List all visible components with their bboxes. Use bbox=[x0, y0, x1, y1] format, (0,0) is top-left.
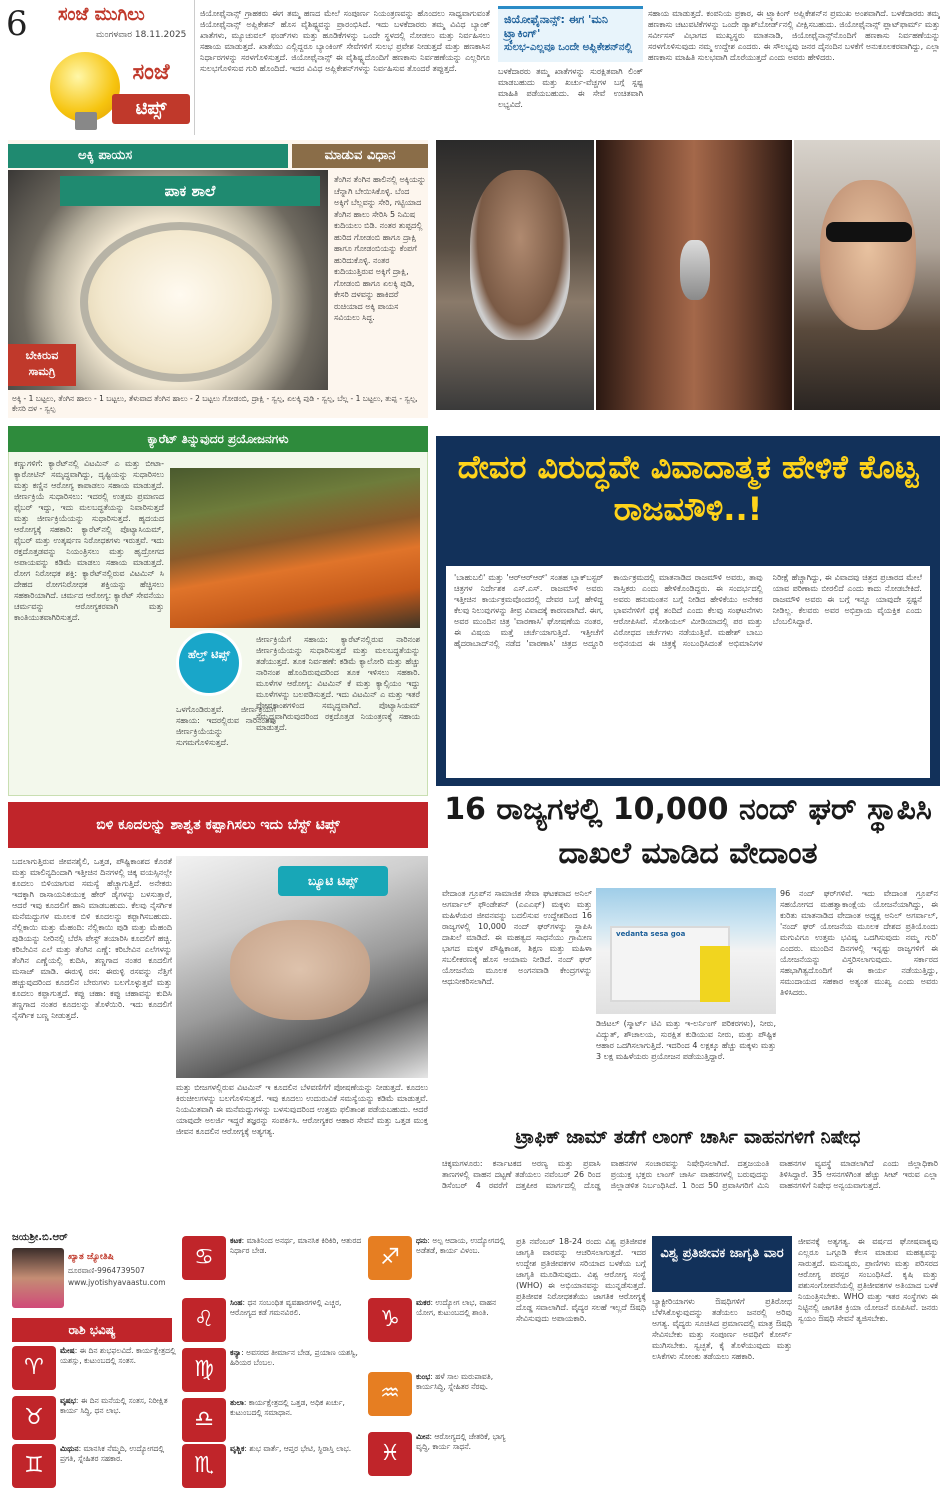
libra-icon: ♎ bbox=[182, 1398, 226, 1442]
capricorn-icon: ♑ bbox=[368, 1298, 412, 1342]
sunglasses-icon bbox=[826, 222, 912, 242]
ingredients-label: ಬೇಕಿರುವ ಸಾಮಗ್ರಿ bbox=[8, 344, 76, 386]
zodiac-text: ಈ ದಿನ ಮನೆಯಲ್ಲಿ ಸಂತಸ, ನಿರೀಕ್ಷಿತ ಕಾರ್ಯ ಸಿದ್ಧಿ, ಧನ ಲಾಭ. bbox=[60, 1396, 168, 1415]
zodiac-text: ಅವಸರದ ತೀರ್ಮಾನ ಬೇಡ, ಪ್ರಯಾಣ ಯಶಸ್ವಿ, ಹಿರಿಯರ ಬೆಂಬಲ. bbox=[230, 1348, 358, 1367]
vedanta-headline: 16 ರಾಜ್ಯಗಳಲ್ಲಿ 10,000 ನಂದ್ ಘರ್ ಸ್ಥಾಪಿಸಿ ದಾಖಲೆ ಮಾಡಿದ ವೇದಾಂತ bbox=[444, 792, 932, 871]
vedanta-article-col1: ವೇದಾಂತ ಗ್ರೂಪ್‌ನ ಸಾಮಾಜಿಕ ಸೇವಾ ಘಟಕವಾದ ಅನಿಲ್ ಅಗರ್ವಾಲ್ ಫೌಂಡೇಶನ್ (ಎಎಎಫ್) ಮಕ್ಕಳು ಮತ್ತು ಮಹಿಳೆಯರ ಜೀವನವನ್ನು ಬದಲಿಸುವ ಉದ್ದೇಶದಿಂದ 16 ರಾಜ್ಯಗಳಲ್ಲಿ 10,000 ನಂದ್ ಘರ್‌ಗಳನ್ನು ಸ್ಥಾಪಿಸಿ ದಾಖಲೆ ಮಾಡಿದೆ. ಈ ಮಹತ್ವದ ಸಾಧನೆಯು ಗ್ರಾಮೀಣ ಭಾಗದ ಮಕ್ಕಳ ಪೌಷ್ಟಿಕಾಂಶ, ಶಿಕ್ಷಣ ಮತ್ತು ಮಹಿಳಾ ಸಬಲೀಕರಣಕ್ಕೆ ಹೊಸ ಆಯಾಮ ನೀಡಿದೆ. ನಂದ್ ಘರ್ ಯೋಜನೆಯ ಮೂಲಕ ಅಂಗನವಾಡಿ ಕೇಂದ್ರಗಳನ್ನು ಆಧುನೀಕರಿಸಲಾಗಿದೆ. bbox=[442, 889, 592, 986]
zodiac-item: ♎ ತುಲಾ: ಕಾರ್ಯಕ್ಷೇತ್ರದಲ್ಲಿ ಒತ್ತಡ, ಅಧಿಕ ಖರ್ಚು, ಕುಟುಂಬದಲ್ಲಿ ಸಮಾಧಾನ. bbox=[182, 1398, 362, 1442]
zodiac-item: ♐ ಧನು: ಅಲ್ಪ ಆದಾಯ, ಉದ್ಯೋಗದಲ್ಲಿ ಅಡೆತಡೆ, ಕಾರ್ಯ ವಿಳಂಬ. bbox=[368, 1236, 508, 1280]
astrologer-avatar bbox=[12, 1248, 64, 1308]
pisces-icon: ♓ bbox=[368, 1432, 412, 1476]
zodiac-name: ವೃಷಭ bbox=[60, 1396, 76, 1405]
carrot-article-col1: ಕಣ್ಣುಗಳಿಗೆ: ಕ್ಯಾರೆಟ್‌ನಲ್ಲಿ ವಿಟಮಿನ್ ಎ ಮತ್ತು ಬೀಟಾ-ಕ್ಯಾರೋಟಿನ್ ಸಮೃದ್ಧವಾಗಿದ್ದು, ದೃಷ್ಟಿಯನ್ನು ಸುಧಾರಿಸಲು ಮತ್ತು ಕಣ್ಣಿನ ಆರೋಗ್ಯ ಕಾಪಾಡಲು ಸಹಾಯ ಮಾಡುತ್ತದೆ. ಜೀರ್ಣಕ್ರಿಯೆ ಸುಧಾರಿಸಲು: ಇದರಲ್ಲಿ ಉತ್ತಮ ಪ್ರಮಾಣದ ಫೈಬರ್ ಇದ್ದು, ಇದು ಮಲಬದ್ಧತೆಯನ್ನು ನಿವಾರಿಸುತ್ತದೆ ಮತ್ತು ಜೀರ್ಣಕ್ರಿಯೆಯನ್ನು ಸುಧಾರಿಸುತ್ತದೆ. ಹೃದಯದ ಆರೋಗ್ಯಕ್ಕೆ ಸಹಕಾರಿ: ಕ್ಯಾರೆಟ್‌ನಲ್ಲಿ ಪೊಟ್ಯಾಸಿಯಮ್, ಫೈಬರ್ ಮತ್ತು ಉತ್ಕರ್ಷಣ ನಿರೋಧಕಗಳು ಇರುತ್ತವೆ. ಇದು ರಕ್ತದೊತ್ತಡವನ್ನು ನಿಯಂತ್ರಿಸಲು ಮತ್ತು ಹೃದ್ರೋಗದ ಅಪಾಯವನ್ನು ಕಡಿಮೆ ಮಾಡಲು ಸಹಾಯ ಮಾಡುತ್ತದೆ. ರೋಗ ನಿರೋಧಕ ಶಕ್ತಿ: ಕ್ಯಾರೆಟ್‌ನಲ್ಲಿರುವ ವಿಟಮಿನ್ ಸಿ ದೇಹದ ರೋಗನಿರೋಧಕ ಶಕ್ತಿಯನ್ನು ಹೆಚ್ಚಿಸಲು ಸಹಕಾರಿಯಾಗಿದೆ. ಚರ್ಮದ ಆರೋಗ್ಯ: ಕ್ಯಾರೆಟ್ ಸೇವನೆಯು ಚರ್ಮವನ್ನು ಆರೋಗ್ಯಕರವಾಗಿ ಮತ್ತು ಕಾಂತಿಯುತವಾಗಿರಿಸುತ್ತದೆ. bbox=[14, 459, 164, 622]
astrologer-phone: ದೂರವಾಣಿ-9964739507 bbox=[68, 1266, 145, 1275]
mahesh-face-image bbox=[820, 180, 916, 330]
jiofinance-subheadline: ಸುಲಭ-ಎಲ್ಲವೂ ಒಂದೇ ಅಪ್ಲಿಕೇಶನ್‌ನಲ್ಲಿ bbox=[504, 42, 633, 53]
zodiac-name: ಮೀನ bbox=[416, 1432, 430, 1441]
cancer-icon: ♋ bbox=[182, 1236, 226, 1280]
zodiac-name: ಕಟಕ bbox=[230, 1236, 242, 1245]
health-tips-badge: ಹೆಲ್ತ್ ಟಿಪ್ಸ್ bbox=[176, 630, 242, 696]
carrot-heading: ಕ್ಯಾರೆಟ್ ತಿನ್ನುವುದರ ಪ್ರಯೋಜನಗಳು bbox=[8, 426, 428, 452]
traffic-article bbox=[442, 1158, 938, 1224]
rajamouli-face-image bbox=[470, 170, 570, 340]
beauty-tips-badge: ಬ್ಯೂಟಿ ಟಿಪ್ಸ್ bbox=[278, 866, 388, 896]
section-title: ಸಂಜೆ bbox=[132, 60, 170, 85]
zodiac-item: ♍ ಕನ್ಯಾ: ಅವಸರದ ತೀರ್ಮಾನ ಬೇಡ, ಪ್ರಯಾಣ ಯಶಸ್ವಿ, ಹಿರಿಯರ ಬೆಂಬಲ. bbox=[182, 1348, 362, 1392]
rajamouli-article-text: 'ಬಾಹುಬಲಿ' ಮತ್ತು 'ಆರ್‌ಆರ್‌ಆರ್' ಸಂತಹ ಬ್ಲಾಕ್‌ಬಸ್ಟರ್ ಚಿತ್ರಗಳ ನಿರ್ದೇಶಕ ಎಸ್.ಎಸ್. ರಾಜಮೌಳಿ ಅವರು ಇತ್ತೀಚಿನ ಕಾರ್ಯಕ್ರಮವೊಂದರಲ್ಲಿ ದೇವರ ಬಗ್ಗೆ ಹೇಳಿದ್ದ ಕೆಲವು ನಿಲುವುಗಳನ್ನು ತೀವ್ರ ವಿವಾದಕ್ಕೆ ಕಾರಣವಾಗಿದೆ. ಈಗ, ಅವರ ಮುಂದಿನ ಚಿತ್ರ 'ವಾರಣಾಸಿ' ಘೋಷಣೆಯ ನಂತರ, ಈ ವಿಷಯ ಮತ್ತೆ ಚರ್ಚೆಯಾಗುತ್ತಿದೆ. ಇತ್ತೀಚೆಗೆ ಹೈದರಾಬಾದ್‌ನಲ್ಲಿ ನಡೆದ 'ವಾರಣಾಸಿ' ಚಿತ್ರದ ಅದ್ದೂರಿ ಕಾರ್ಯಕ್ರಮದಲ್ಲಿ ಮಾತನಾಡಿದ ರಾಜಮೌಳಿ ಅವರು, ತಾವು ನಾಸ್ತಿಕರು ಎಂದು ಹೇಳಿಕೊಂಡಿದ್ದರು. ಈ ಸಂದರ್ಭದಲ್ಲಿ ಅವರು ಹನುಮಂತನ ಬಗ್ಗೆ ನೀಡಿದ ಹೇಳಿಕೆಯು ಅನೇಕರ ಭಾವನೆಗಳಿಗೆ ಧಕ್ಕೆ ತಂದಿದೆ ಎಂದು ಕೆಲವು ಸಂಘಟನೆಗಳು ಆರೋಪಿಸಿವೆ. ಸೋಶಿಯಲ್ ಮೀಡಿಯಾದಲ್ಲಿ ಪರ ಮತ್ತು ವಿರೋಧದ ಚರ್ಚೆಗಳು ನಡೆಯುತ್ತಿವೆ. ಮಹೇಶ್ ಬಾಬು ಅಭಿನಯದ ಈ ಚಿತ್ರಕ್ಕೆ ಸಂಬಂಧಿಸಿದಂತೆ ಅಭಿಮಾನಿಗಳ ನಿರೀಕ್ಷೆ ಹೆಚ್ಚಾಗಿದ್ದು, ಈ ವಿವಾದವು ಚಿತ್ರದ ಪ್ರಚಾರದ ಮೇಲೆ ಯಾವ ಪರಿಣಾಮ ಬೀರಲಿದೆ ಎಂದು ಕಾದು ನೋಡಬೇಕಿದೆ. ರಾಜಮೌಳಿ ಅವರು ಈ ಬಗ್ಗೆ ಇನ್ನೂ ಯಾವುದೇ ಸ್ಪಷ್ಟನೆ ನೀಡಿಲ್ಲ. ಕೆಲವರು ಅವರ ಅಭಿಪ್ರಾಯ ವೈಯಕ್ತಿಕ ಎಂದು ಬೆಂಬಲಿಸಿದ್ದಾರೆ. bbox=[454, 573, 922, 648]
leo-icon: ♌ bbox=[182, 1298, 226, 1342]
zodiac-name: ಮಕರ bbox=[416, 1298, 431, 1307]
virgo-icon: ♍ bbox=[182, 1348, 226, 1392]
antibiotic-article-col2: ಬ್ಯಾಕ್ಟೀರಿಯಾಗಳು ಔಷಧಿಗಳಿಗೆ ಪ್ರತಿರೋಧ ಬೆಳೆಸಿಕೊಳ್ಳುವುದನ್ನು ತಡೆಯಲು ಜನರಲ್ಲಿ ಅರಿವು ಅಗತ್ಯ. ವೈದ್ಯರು ಸೂಚಿಸಿದ ಪ್ರಮಾಣದಲ್ಲಿ ಮಾತ್ರ ಔಷಧಿ ಸೇವಿಸಬೇಕು ಮತ್ತು ಸಂಪೂರ್ಣ ಅವಧಿಗೆ ಕೋರ್ಸ್ ಮುಗಿಸಬೇಕು. ಸ್ವಚ್ಛತೆ, ಕೈ ತೊಳೆಯುವುದು ಮತ್ತು ಲಸಿಕೆಗಳು ಸೋಂಕು ತಡೆಯಲು ಸಹಕಾರಿ. bbox=[652, 1297, 792, 1361]
antibiotic-headline: ವಿಶ್ವ ಪ್ರತಿಜೀವಕ ಜಾಗೃತಿ ವಾರ bbox=[652, 1236, 792, 1292]
carrot-photo bbox=[170, 468, 420, 628]
paper-name: ಸಂಜೆ ಮುಗಿಲು bbox=[58, 4, 145, 25]
taurus-icon: ♉ bbox=[12, 1396, 56, 1440]
sagittarius-icon: ♐ bbox=[368, 1236, 412, 1280]
zodiac-text: ಉದ್ಯೋಗ ಲಾಭ, ವಾಹನ ಯೋಗ, ಕುಟುಂಬದಲ್ಲಿ ಶಾಂತಿ. bbox=[416, 1298, 497, 1317]
recipe-ingredients-text: ಅಕ್ಕಿ - 1 ಬಟ್ಟಲು, ತೆಂಗಿನ ಹಾಲು - 1 ಬಟ್ಟಲು, ತೆಳುವಾದ ತೆಂಗಿನ ಹಾಲು - 2 ಬಟ್ಟಲು ಗೋಡಂಬಿ, ದ್ರಾಕ್ಷಿ - ಸ್ವಲ್ಪ, ಏಲಕ್ಕಿ ಪುಡಿ - ಸ್ವಲ್ಪ, ಬೆಲ್ಲ - 1 ಬಟ್ಟಲು, ತುಪ್ಪ - ಸ್ವಲ್ಪ, ಕೇಸರಿ ದಳ - ಸ್ವಲ್ಪ bbox=[12, 394, 418, 413]
zodiac-name: ಸಿಂಹ bbox=[230, 1298, 243, 1307]
zodiac-text: ಈ ದಿನ ಶುಭಫಲವಿದೆ. ಕಾರ್ಯಕ್ಷೇತ್ರದಲ್ಲಿ ಯಶಸ್ಸು, ಕುಟುಂಬದಲ್ಲಿ ಸಂತಸ. bbox=[60, 1346, 176, 1365]
jiofinance-article-mid: ಬಳಕೆದಾರರು ತಮ್ಮ ಖಾತೆಗಳನ್ನು ಸುರಕ್ಷಿತವಾಗಿ ಲಿಂಕ್ ಮಾಡಬಹುದು ಮತ್ತು ಖರ್ಚು-ವೆಚ್ಚಗಳ ಬಗ್ಗೆ ಸ್ಪಷ್ಟ ಮಾಹಿತಿ ಪಡೆಯಬಹುದು. ಈ ಸೇವೆ ಉಚಿತವಾಗಿ ಲಭ್ಯವಿದೆ. bbox=[498, 67, 643, 109]
zodiac-item: ♌ ಸಿಂಹ: ಧನ ಸಂಬಂಧಿತ ವ್ಯವಹಾರಗಳಲ್ಲಿ ಎಚ್ಚರ, ಆರೋಗ್ಯದ ಕಡೆ ಗಮನವಿರಲಿ. bbox=[182, 1298, 362, 1342]
zodiac-name: ಧನು bbox=[416, 1236, 428, 1245]
astrologer-title: ಖ್ಯಾತ ಜ್ಯೋತಿಷಿ bbox=[68, 1252, 114, 1262]
page-number: 6 bbox=[6, 4, 28, 44]
zodiac-item: ♑ ಮಕರ: ಉದ್ಯೋಗ ಲಾಭ, ವಾಹನ ಯೋಗ, ಕುಟುಂಬದಲ್ಲಿ ಶಾಂತಿ. bbox=[368, 1298, 508, 1342]
aries-icon: ♈ bbox=[12, 1346, 56, 1390]
recipe-title: ಅಕ್ಕಿ ಪಾಯಸ bbox=[8, 144, 288, 168]
jiofinance-article-left: ಜಿಯೋಫೈನಾನ್ಸ್ ಗ್ರಾಹಕರು ಈಗ ತಮ್ಮ ಹಣದ ಮೇಲೆ ಸಂಪೂರ್ಣ ನಿಯಂತ್ರಣವನ್ನು ಹೊಂದಲು ಸಾಧ್ಯವಾಗುವಂತೆ ಜಿಯೋಫೈನಾನ್ಸ್ ಅಪ್ಲಿಕೇಶನ್ ಹೊಸ ವೈಶಿಷ್ಟ್ಯವನ್ನು ಪ್ರಾರಂಭಿಸಿದೆ. ಇದು ಬಳಕೆದಾರರು ತಮ್ಮ ವಿವಿಧ ಬ್ಯಾಂಕ್ ಖಾತೆಗಳು, ಮ್ಯೂಚುವಲ್ ಫಂಡ್‌ಗಳು ಮತ್ತು ಹೂಡಿಕೆಗಳನ್ನು ಒಂದೇ ಸ್ಥಳದಲ್ಲಿ ನೋಡಲು ಮತ್ತು ನಿರ್ವಹಿಸಲು ಸಹಾಯ ಮಾಡುತ್ತದೆ. ಖಾತೆಯು ಎಲ್ಲಿದ್ದರೂ ಬ್ಯಾಂಕಿಂಗ್ ಸೇವೆಗಳಿಗೆ ಸುಲಭ ಪ್ರವೇಶ ನೀಡುತ್ತದೆ ಮತ್ತು ಹಣಕಾಸಿನ ನಿರ್ಧಾರಗಳನ್ನು ಸರಳಗೊಳಿಸುತ್ತದೆ. ಜಿಯೋಫೈನಾನ್ಸ್ ಈ ವೈಶಿಷ್ಟ್ಯದೊಂದಿಗೆ ಹಣಕಾಸು ನಿರ್ವಹಣೆಯನ್ನು ಎಲ್ಲರಿಗೂ ಸುಲಭಗೊಳಿಸುವ ಗುರಿ ಹೊಂದಿದೆ. ಇದರ ವಿವಿಧ ಅಪ್ಲಿಕೇಶನ್‌ಗಳನ್ನು ನಿರ್ವಹಿಸುವ ತೊಂದರೆ ತಪ್ಪುತ್ತದೆ. bbox=[200, 9, 490, 73]
vedanta-sign: vedanta sesa goa bbox=[616, 930, 686, 938]
hair-heading: ಬಿಳಿ ಕೂದಲನ್ನು ಶಾಶ್ವತ ಕಪ್ಪಾಗಿಸಲು ಇದು ಬೆಸ್ಟ್ ಟಿಪ್ಸ್ bbox=[8, 802, 428, 848]
hair-article-col1: ಬದಲಾಗುತ್ತಿರುವ ಜೀವನಶೈಲಿ, ಒತ್ತಡ, ಪೌಷ್ಟಿಕಾಂಶದ ಕೊರತೆ ಮತ್ತು ಮಾಲಿನ್ಯದಿಂದಾಗಿ ಇತ್ತೀಚಿನ ದಿನಗಳಲ್ಲಿ ಚಿಕ್ಕ ವಯಸ್ಸಿನಲ್ಲೇ ಕೂದಲು ಬಿಳಿಯಾಗುವ ಸಮಸ್ಯೆ ಹೆಚ್ಚಾಗುತ್ತಿದೆ. ಅನೇಕರು ಇದಕ್ಕಾಗಿ ರಾಸಾಯನಿಕಯುಕ್ತ ಹೇರ್ ಡೈಗಳನ್ನು ಬಳಸುತ್ತಾರೆ, ಆದರೆ ಇವು ಕೂದಲಿಗೆ ಹಾನಿ ಮಾಡಬಹುದು. ಕೆಲವು ನೈಸರ್ಗಿಕ ಮನೆಮದ್ದುಗಳ ಮೂಲಕ ಬಿಳಿ ಕೂದಲನ್ನು ಕಪ್ಪಾಗಿಸಬಹುದು. ನೆಲ್ಲಿಕಾಯಿ ಮತ್ತು ಮೆಹಂದಿ: ನೆಲ್ಲಿಕಾಯಿ ಪುಡಿ ಮತ್ತು ಮೆಹಂದಿ ಪುಡಿಯನ್ನು ನೀರಿನಲ್ಲಿ ಬೆರೆಸಿ ಪೇಸ್ಟ್ ತಯಾರಿಸಿ ಕೂದಲಿಗೆ ಹಚ್ಚಿ. ಕರಿಬೇವಿನ ಎಲೆ ಮತ್ತು ತೆಂಗಿನ ಎಣ್ಣೆ: ಕರಿಬೇವಿನ ಎಲೆಗಳನ್ನು ತೆಂಗಿನ ಎಣ್ಣೆಯಲ್ಲಿ ಕುದಿಸಿ, ತಣ್ಣಗಾದ ನಂತರ ಕೂದಲಿಗೆ ಮಸಾಜ್ ಮಾಡಿ. ಈರುಳ್ಳಿ ರಸ: ಈರುಳ್ಳಿ ರಸವನ್ನು ನೆತ್ತಿಗೆ ಹಚ್ಚುವುದರಿಂದ ಕೂದಲಿನ ಬೇರುಗಳು ಬಲಗೊಳ್ಳುತ್ತವೆ ಮತ್ತು ಕೂದಲು ಕಪ್ಪಾಗುತ್ತದೆ. ಕಪ್ಪು ಚಹಾ: ಕಪ್ಪು ಚಹಾವನ್ನು ಕುದಿಸಿ ತಣ್ಣಗಾದ ನಂತರ ಕೂದಲನ್ನು ತೊಳೆಯಿರಿ. ಇದು ಕೂದಲಿಗೆ ನೈಸರ್ಗಿಕ ಬಣ್ಣ ನೀಡುತ್ತದೆ. bbox=[12, 857, 172, 1020]
jiofinance-headline: ಜಿಯೋಫೈನಾನ್ಸ್: ಈಗ 'ಮನಿ ಟ್ರ್ಯಾಕಿಂಗ್' bbox=[504, 13, 608, 40]
horoscope-heading: ರಾಶಿ ಭವಿಷ್ಯ bbox=[12, 1318, 172, 1342]
carrot-article-col3: ಜೀರ್ಣಕ್ರಿಯೆಗೆ ಸಹಾಯ: ಕ್ಯಾರೆಟ್‌ನಲ್ಲಿರುವ ನಾರಿನಂಶ ಜೀರ್ಣಕ್ರಿಯೆಯನ್ನು ಸುಧಾರಿಸುತ್ತದೆ ಮತ್ತು ಮಲಬದ್ಧತೆಯನ್ನು ತಡೆಯುತ್ತದೆ. ತೂಕ ನಿರ್ವಹಣೆ: ಕಡಿಮೆ ಕ್ಯಾಲೋರಿ ಮತ್ತು ಹೆಚ್ಚು ನಾರಿನಂಶ ಹೊಂದಿರುವುದರಿಂದ ತೂಕ ಇಳಿಸಲು ಸಹಕಾರಿ. ಮೂಳೆಗಳ ಆರೋಗ್ಯ: ವಿಟಮಿನ್ ಕೆ ಮತ್ತು ಕ್ಯಾಲ್ಸಿಯಂ ಇದ್ದು ಮೂಳೆಗಳನ್ನು ಬಲಪಡಿಸುತ್ತದೆ. ಇದು ವಿಟಮಿನ್ ಎ ಮತ್ತು ಇತರೆ ಪೋಷಕಾಂಶಗಳಿಂದ ಸಮೃದ್ಧವಾಗಿದೆ. ಪೊಟ್ಯಾಸಿಯಮ್ ಸಮೃದ್ಧವಾಗಿರುವುದರಿಂದ ರಕ್ತದೊತ್ತಡ ನಿಯಂತ್ರಣಕ್ಕೆ ಸಹಾಯ ಮಾಡುತ್ತದೆ. bbox=[256, 635, 420, 732]
recipe-method-heading: ಮಾಡುವ ವಿಧಾನ bbox=[292, 144, 428, 168]
antibiotic-article-col3: ಜೀವನಕ್ಕೆ ಅತ್ಯಗತ್ಯ. ಈ ವರ್ಷದ ಘೋಷವಾಕ್ಯವು ಎಲ್ಲರೂ ಒಗ್ಗೂಡಿ ಕೆಲಸ ಮಾಡುವ ಮಹತ್ವವನ್ನು ಸಾರುತ್ತದೆ. ಮನುಷ್ಯರು, ಪ್ರಾಣಿಗಳು ಮತ್ತು ಪರಿಸರದ ಆರೋಗ್ಯ ಪರಸ್ಪರ ಸಂಬಂಧಿಸಿದೆ. ಕೃಷಿ ಮತ್ತು ಪಶುಸಂಗೋಪನೆಯಲ್ಲಿ ಪ್ರತಿಜೀವಕಗಳ ಅತಿಯಾದ ಬಳಕೆ ನಿಯಂತ್ರಿಸಬೇಕು. WHO ಮತ್ತು ಇತರ ಸಂಸ್ಥೆಗಳು ಈ ನಿಟ್ಟಿನಲ್ಲಿ ಜಾಗತಿಕ ಕ್ರಿಯಾ ಯೋಜನೆ ರೂಪಿಸಿವೆ. ಜನರು ಸ್ವಯಂ ಔಷಧಿ ಸೇವನೆ ತ್ಯಜಿಸಬೇಕು. bbox=[798, 1237, 938, 1323]
zodiac-item: ♓ ಮೀನ: ಆರೋಗ್ಯದಲ್ಲಿ ಚೇತರಿಕೆ, ಭಾಗ್ಯ ವೃದ್ಧಿ, ಕಾರ್ಯ ಸಾಧನೆ. bbox=[368, 1432, 508, 1476]
zodiac-text: ಅಲ್ಪ ಆದಾಯ, ಉದ್ಯೋಗದಲ್ಲಿ ಅಡೆತಡೆ, ಕಾರ್ಯ ವಿಳಂಬ. bbox=[416, 1236, 505, 1255]
zodiac-item: ♏ ವೃಶ್ಚಿಕ: ಶುಭ ವಾರ್ತೆ, ಆಪ್ತರ ಭೇಟಿ, ಸ್ಥಿರಾಸ್ತಿ ಲಾಭ. bbox=[182, 1444, 362, 1488]
zodiac-text: ಶುಭ ವಾರ್ತೆ, ಆಪ್ತರ ಭೇಟಿ, ಸ್ಥಿರಾಸ್ತಿ ಲಾಭ. bbox=[249, 1444, 352, 1453]
astrologer-website: www.jyotishyavaastu.com bbox=[68, 1278, 166, 1287]
zodiac-name: ಕನ್ಯಾ bbox=[230, 1348, 242, 1357]
scorpio-icon: ♏ bbox=[182, 1444, 226, 1488]
nand-ghar-door-image bbox=[700, 946, 730, 1002]
zodiac-item: ♉ ವೃಷಭ: ಈ ದಿನ ಮನೆಯಲ್ಲಿ ಸಂತಸ, ನಿರೀಕ್ಷಿತ ಕಾರ್ಯ ಸಿದ್ಧಿ, ಧನ ಲಾಭ. bbox=[12, 1396, 176, 1440]
payasa-bowl-image bbox=[80, 222, 280, 382]
section-subtitle: ಟಿಪ್ಸ್ bbox=[112, 94, 190, 124]
zodiac-text: ಕಾರ್ಯಕ್ಷೇತ್ರದಲ್ಲಿ ಒತ್ತಡ, ಅಧಿಕ ಖರ್ಚು, ಕುಟುಂಬದಲ್ಲಿ ಸಮಾಧಾನ. bbox=[230, 1398, 345, 1417]
rajamouli-article bbox=[446, 566, 930, 778]
pendant-icon bbox=[680, 240, 710, 300]
rajamouli-headline: ದೇವರ ವಿರುದ್ಧವೇ ವಿವಾದಾತ್ಮಕ ಹೇಳಿಕೆ ಕೊಟ್ಟ ರಾಜಮೌಳಿ..! bbox=[457, 448, 919, 528]
astrologer-name: ಜಯಶ್ರೀ.ಬಿ.ಆರ್ bbox=[12, 1232, 68, 1243]
antibiotic-article-col1: ಪ್ರತಿ ನವೆಂಬರ್ 18-24 ರಂದು ವಿಶ್ವ ಪ್ರತಿಜೀವಕ ಜಾಗೃತಿ ವಾರವನ್ನು ಆಚರಿಸಲಾಗುತ್ತದೆ. ಇದರ ಉದ್ದೇಶ ಪ್ರತಿಜೀವಕಗಳ ಸರಿಯಾದ ಬಳಕೆಯ ಬಗ್ಗೆ ಜಾಗೃತಿ ಮೂಡಿಸುವುದು. ವಿಶ್ವ ಆರೋಗ್ಯ ಸಂಸ್ಥೆ (WHO) ಈ ಅಭಿಯಾನವನ್ನು ಮುನ್ನಡೆಸುತ್ತದೆ. ಪ್ರತಿಜೀವಕ ನಿರೋಧಕತೆಯು ಜಾಗತಿಕ ಆರೋಗ್ಯಕ್ಕೆ ದೊಡ್ಡ ಸವಾಲಾಗಿದೆ. ವೈದ್ಯರ ಸಲಹೆ ಇಲ್ಲದೆ ಔಷಧಿ ಸೇವಿಸುವುದು ಅಪಾಯಕಾರಿ. bbox=[516, 1237, 646, 1323]
lightbulb-base-icon bbox=[75, 112, 97, 130]
zodiac-item: ♒ ಕುಂಭ: ಹಳೆ ಸಾಲ ಮರುಪಾವತಿ, ಕಾರ್ಯಸಿದ್ಧಿ, ಸ್ನೇಹಿತರ ನೆರವು. bbox=[368, 1372, 508, 1416]
zodiac-text: ಧನ ಸಂಬಂಧಿತ ವ್ಯವಹಾರಗಳಲ್ಲಿ ಎಚ್ಚರ, ಆರೋಗ್ಯದ ಕಡೆ ಗಮನವಿರಲಿ. bbox=[230, 1298, 342, 1317]
traffic-headline: ಟ್ರಾಫಿಕ್ ಜಾಮ್ ತಡೆಗೆ ಲಾಂಗ್ ಚಾರ್ಸಿ ವಾಹನಗಳಿಗೆ ನಿಷೇಧ bbox=[515, 1127, 861, 1148]
hand-in-hair-image bbox=[230, 920, 370, 1020]
zodiac-text: ಆರೋಗ್ಯದಲ್ಲಿ ಚೇತರಿಕೆ, ಭಾಗ್ಯ ವೃದ್ಧಿ, ಕಾರ್ಯ ಸಾಧನೆ. bbox=[416, 1432, 506, 1451]
recipe-method-text: ತೆಂಗಿನ ತೆಂಗಿನ ಹಾಲಿನಲ್ಲಿ ಅಕ್ಕಿಯನ್ನು ಚೆನ್ನಾಗಿ ಬೇಯಿಸಿಕೊಳ್ಳಿ. ಬೆಂದ ಅಕ್ಕಿಗೆ ಬೆಲ್ಲವನ್ನು ಸೇರಿ, ಗಟ್ಟಿಯಾದ ತೆಂಗಿನ ಹಾಲು ಸೇರಿಸಿ 5 ನಿಮಿಷ ಕುದಿಯಲು ಬಿಡಿ. ನಂತರ ತುಪ್ಪದಲ್ಲಿ ಹುರಿದ ಗೋಡಂಬಿ ಹಾಗೂ ದ್ರಾಕ್ಷಿ ಹಾಗೂ ಗೋಡಂಬಿಯನ್ನು ಕೆಂಪಗೆ ಹುರಿದುಕೊಳ್ಳಿ. ನಂತರ ಕುದಿಯುತ್ತಿರುವ ಅಕ್ಕಿಗೆ ದ್ರಾಕ್ಷಿ, ಗೋಡಂಬಿ ಹಾಗೂ ಏಲಕ್ಕಿ ಪುಡಿ, ಕೇಸರಿ ದಳವನ್ನು ಹಾಕಿದರೆ ರುಚಿಯಾದ ಅಕ್ಕಿ ಪಾಯಸ ಸವಿಯಲು ಸಿದ್ಧ. bbox=[334, 175, 426, 322]
zodiac-name: ತುಲಾ bbox=[230, 1398, 244, 1407]
zodiac-item: ♊ ಮಿಥುನ: ಮಾನಸಿಕ ನೆಮ್ಮದಿ, ಉದ್ಯೋಗದಲ್ಲಿ ಪ್ರಗತಿ, ಸ್ನೇಹಿತರ ಸಹಕಾರ. bbox=[12, 1444, 176, 1488]
zodiac-name: ಕುಂಭ bbox=[416, 1372, 431, 1381]
aquarius-icon: ♒ bbox=[368, 1372, 412, 1416]
issue-date: ಮಂಗಳವಾರ 18.11.2025 bbox=[96, 30, 187, 40]
zodiac-name: ವೃಶ್ಚಿಕ bbox=[230, 1444, 245, 1453]
hair-article-col2: ಮತ್ತು ಬೀಜಗಳಲ್ಲಿರುವ ವಿಟಮಿನ್ ಇ ಕೂದಲಿನ ಬೆಳವಣಿಗೆಗೆ ಪೋಷಣೆಯನ್ನು ನೀಡುತ್ತದೆ. ಕೂದಲು ಕಿರುಚೀಲಗಳನ್ನು ಬಲಗೊಳಿಸುತ್ತದೆ. ಇವು ಕೂದಲು ಉದುರುವಿಕೆ ಸಮಸ್ಯೆಯನ್ನು ಕಡಿಮೆ ಮಾಡುತ್ತವೆ. ನಿಯಮಿತವಾಗಿ ಈ ಮನೆಮದ್ದುಗಳನ್ನು ಬಳಸುವುದರಿಂದ ಉತ್ತಮ ಫಲಿತಾಂಶ ಪಡೆಯಬಹುದು. ಆದರೆ ಯಾವುದೇ ಅಲರ್ಜಿ ಇದ್ದರೆ ತಜ್ಞರನ್ನು ಸಂಪರ್ಕಿಸಿ. ಆರೋಗ್ಯಕರ ಆಹಾರ ಸೇವನೆ ಮತ್ತು ಒತ್ತಡ ಮುಕ್ತ ಜೀವನ ಕೂದಲಿನ ಆರೋಗ್ಯಕ್ಕೆ ಅತ್ಯಗತ್ಯ. bbox=[176, 1083, 428, 1136]
vedanta-article-col3: 96 ನಂದ್ ಘರ್‌ಗಳಿವೆ. ಇದು ವೇದಾಂತ ಗ್ರೂಪ್‌ನ ಸಹಯೋಗದ ಮಹತ್ವಾಕಾಂಕ್ಷೆಯ ಯೋಜನೆಯಾಗಿದ್ದು, ಈ ಕುರಿತು ಮಾತನಾಡಿದ ವೇದಾಂತ ಅಧ್ಯಕ್ಷ ಅನಿಲ್ ಅಗರ್ವಾಲ್, 'ನಂದ್ ಘರ್ ಯೋಜನೆಯ ಮೂಲಕ ದೇಶದ ಪ್ರತಿಯೊಂದು ಮಗುವಿಗೂ ಉತ್ತಮ ಭವಿಷ್ಯ ಒದಗಿಸುವುದು ನಮ್ಮ ಗುರಿ' ಎಂದರು. ಮುಂದಿನ ದಿನಗಳಲ್ಲಿ ಇನ್ನಷ್ಟು ರಾಜ್ಯಗಳಿಗೆ ಈ ಯೋಜನೆಯನ್ನು ವಿಸ್ತರಿಸಲಾಗುವುದು. ಸರ್ಕಾರದ ಸಹಭಾಗಿತ್ವದೊಂದಿಗೆ ಈ ಕಾರ್ಯ ನಡೆಯುತ್ತಿದ್ದು, ಸಮುದಾಯದ ಸಹಕಾರ ಅತ್ಯಂತ ಮುಖ್ಯ ಎಂದು ಅವರು ತಿಳಿಸಿದರು. bbox=[780, 889, 938, 997]
zodiac-text: ಹಳೆ ಸಾಲ ಮರುಪಾವತಿ, ಕಾರ್ಯಸಿದ್ಧಿ, ಸ್ನೇಹಿತರ ನೆರವು. bbox=[416, 1372, 494, 1391]
zodiac-item: ♋ ಕಟಕ: ಮಾತಿನಿಂದ ಅನರ್ಥ, ಮಾನಸಿಕ ಕಿರಿಕಿರಿ, ಆತುರದ ನಿರ್ಧಾರ ಬೇಡ. bbox=[182, 1236, 362, 1280]
traffic-article-text: ಚಿಕ್ಕಮಗಳೂರು: ಕರ್ನಾಟಕದ ಅರಣ್ಯ ಮತ್ತು ಪ್ರವಾಸಿ ತಾಣಗಳಲ್ಲಿ ವಾಹನ ದಟ್ಟಣೆ ತಡೆಯಲು ನವೆಂಬರ್ 26 ರಿಂದ ಡಿಸೆಂಬರ್ 4 ರವರೆಗೆ ದತ್ತಪೀಠ ಮಾರ್ಗದಲ್ಲಿ ದೊಡ್ಡ ವಾಹನಗಳ ಸಂಚಾರವನ್ನು ನಿಷೇಧಿಸಲಾಗಿದೆ. ದತ್ತಜಯಂತಿ ಪ್ರಯುಕ್ತ ಭಕ್ತರು ಲಾಂಗ್ ಚಾರ್ಸಿ ವಾಹನಗಳಲ್ಲಿ ಬರುವುದನ್ನು ಜಿಲ್ಲಾಡಳಿತ ನಿರ್ಬಂಧಿಸಿದೆ. 1 ರಿಂದ 50 ಪ್ರವಾಸಿಗರಿಗೆ ಮಿನಿ ವಾಹನಗಳ ವ್ಯವಸ್ಥೆ ಮಾಡಲಾಗಿದೆ ಎಂದು ಜಿಲ್ಲಾಧಿಕಾರಿ ತಿಳಿಸಿದ್ದಾರೆ. 35 ಆಸನಗಳಿಗಿಂತ ಹೆಚ್ಚು ಸೀಟ್ ಇರುವ ಎಲ್ಲಾ ವಾಹನಗಳಿಗೆ ನಿಷೇಧ ಅನ್ವಯವಾಗುತ್ತದೆ. bbox=[442, 1159, 938, 1190]
zodiac-name: ಮೇಷ bbox=[60, 1346, 75, 1355]
kitchen-banner: ಪಾಕ ಶಾಲೆ bbox=[60, 176, 320, 206]
gemini-icon: ♊ bbox=[12, 1444, 56, 1488]
zodiac-name: ಮಿಥುನ bbox=[60, 1444, 79, 1453]
jiofinance-headline-box bbox=[498, 6, 643, 62]
zodiac-text: ಮಾನಸಿಕ ನೆಮ್ಮದಿ, ಉದ್ಯೋಗದಲ್ಲಿ ಪ್ರಗತಿ, ಸ್ನೇಹಿತರ ಸಹಕಾರ. bbox=[60, 1444, 165, 1463]
zodiac-text: ಮಾತಿನಿಂದ ಅನರ್ಥ, ಮಾನಸಿಕ ಕಿರಿಕಿರಿ, ಆತುರದ ನಿರ್ಧಾರ ಬೇಡ. bbox=[230, 1236, 362, 1255]
zodiac-item: ♈ ಮೇಷ: ಈ ದಿನ ಶುಭಫಲವಿದೆ. ಕಾರ್ಯಕ್ಷೇತ್ರದಲ್ಲಿ ಯಶಸ್ಸು, ಕುಟುಂಬದಲ್ಲಿ ಸಂತಸ. bbox=[12, 1346, 176, 1390]
vedanta-article-col2: ಡಿಜಿಟಲ್ (ಸ್ಮಾರ್ಟ್ ಟಿವಿ ಮತ್ತು ಇ-ಲರ್ನಿಂಗ್ ಪರಿಕರಗಳು), ನೀರು, ವಿದ್ಯುತ್, ಶೌಚಾಲಯ, ಸುರಕ್ಷಿತ ಕುಡಿಯುವ ನೀರು, ಮತ್ತು ಪೌಷ್ಟಿಕ ಆಹಾರ ಒದಗಿಸಲಾಗುತ್ತಿದೆ. ಇದರಿಂದ 4 ಲಕ್ಷಕ್ಕೂ ಹೆಚ್ಚು ಮಕ್ಕಳು ಮತ್ತು 3 ಲಕ್ಷ ಮಹಿಳೆಯರು ಪ್ರಯೋಜನ ಪಡೆಯುತ್ತಿದ್ದಾರೆ. bbox=[596, 1019, 776, 1061]
jiofinance-article-right: ಸಹಾಯ ಮಾಡುತ್ತದೆ. ಕಂಪನಿಯ ಪ್ರಕಾರ, ಈ ಟ್ರ್ಯಾಕಿಂಗ್ ಅಪ್ಲಿಕೇಶನ್‌ನ ಪ್ರಮುಖ ಅಂಶವಾಗಿದೆ. ಬಳಕೆದಾರರು ತಮ್ಮ ಹಣಕಾಸು ಚಟುವಟಿಕೆಗಳನ್ನು ಒಂದೇ ಡ್ಯಾಶ್‌ಬೋರ್ಡ್‌ನಲ್ಲಿ ವೀಕ್ಷಿಸಬಹುದು. ಜಿಯೋಫೈನಾನ್ಸ್ ಪ್ಲಾಟ್‌ಫಾರ್ಮ್ ಮತ್ತು ಸರ್ವೀಸಸ್ ವಿಭಾಗದ ಮುಖ್ಯಸ್ಥರು ಮಾತನಾಡಿ, ಜಿಯೋಫೈನಾನ್ಸ್‌ನೊಂದಿಗೆ ಹಣಕಾಸು ನಿರ್ವಹಣೆಯನ್ನು ಸರಳಗೊಳಿಸುವುದು ನಮ್ಮ ಉದ್ದೇಶ ಎಂದರು. ಈ ಸೌಲಭ್ಯವು ಜನರ ದೈನಂದಿನ ಬಳಕೆಗೆ ಅನುಕೂಲಕರವಾಗಿದ್ದು, ಎಲ್ಲಾ ಹಣಕಾಸು ಮಾಹಿತಿ ಸುಲಭವಾಗಿ ದೊರೆಯುತ್ತದೆ ಎಂದು ಅವರು ಹೇಳಿದರು. bbox=[648, 9, 940, 62]
carrot-article-col2: ಒಳಗೊಂಡಿರುತ್ತವೆ. ಜೀರ್ಣಕ್ರಿಯೆಗೆ ಸಹಾಯ: ಇದರಲ್ಲಿರುವ ನಾರಿನಂಶವು ಜೀರ್ಣಕ್ರಿಯೆಯನ್ನು ಸುಗಮಗೊಳಿಸುತ್ತದೆ. bbox=[176, 705, 276, 747]
